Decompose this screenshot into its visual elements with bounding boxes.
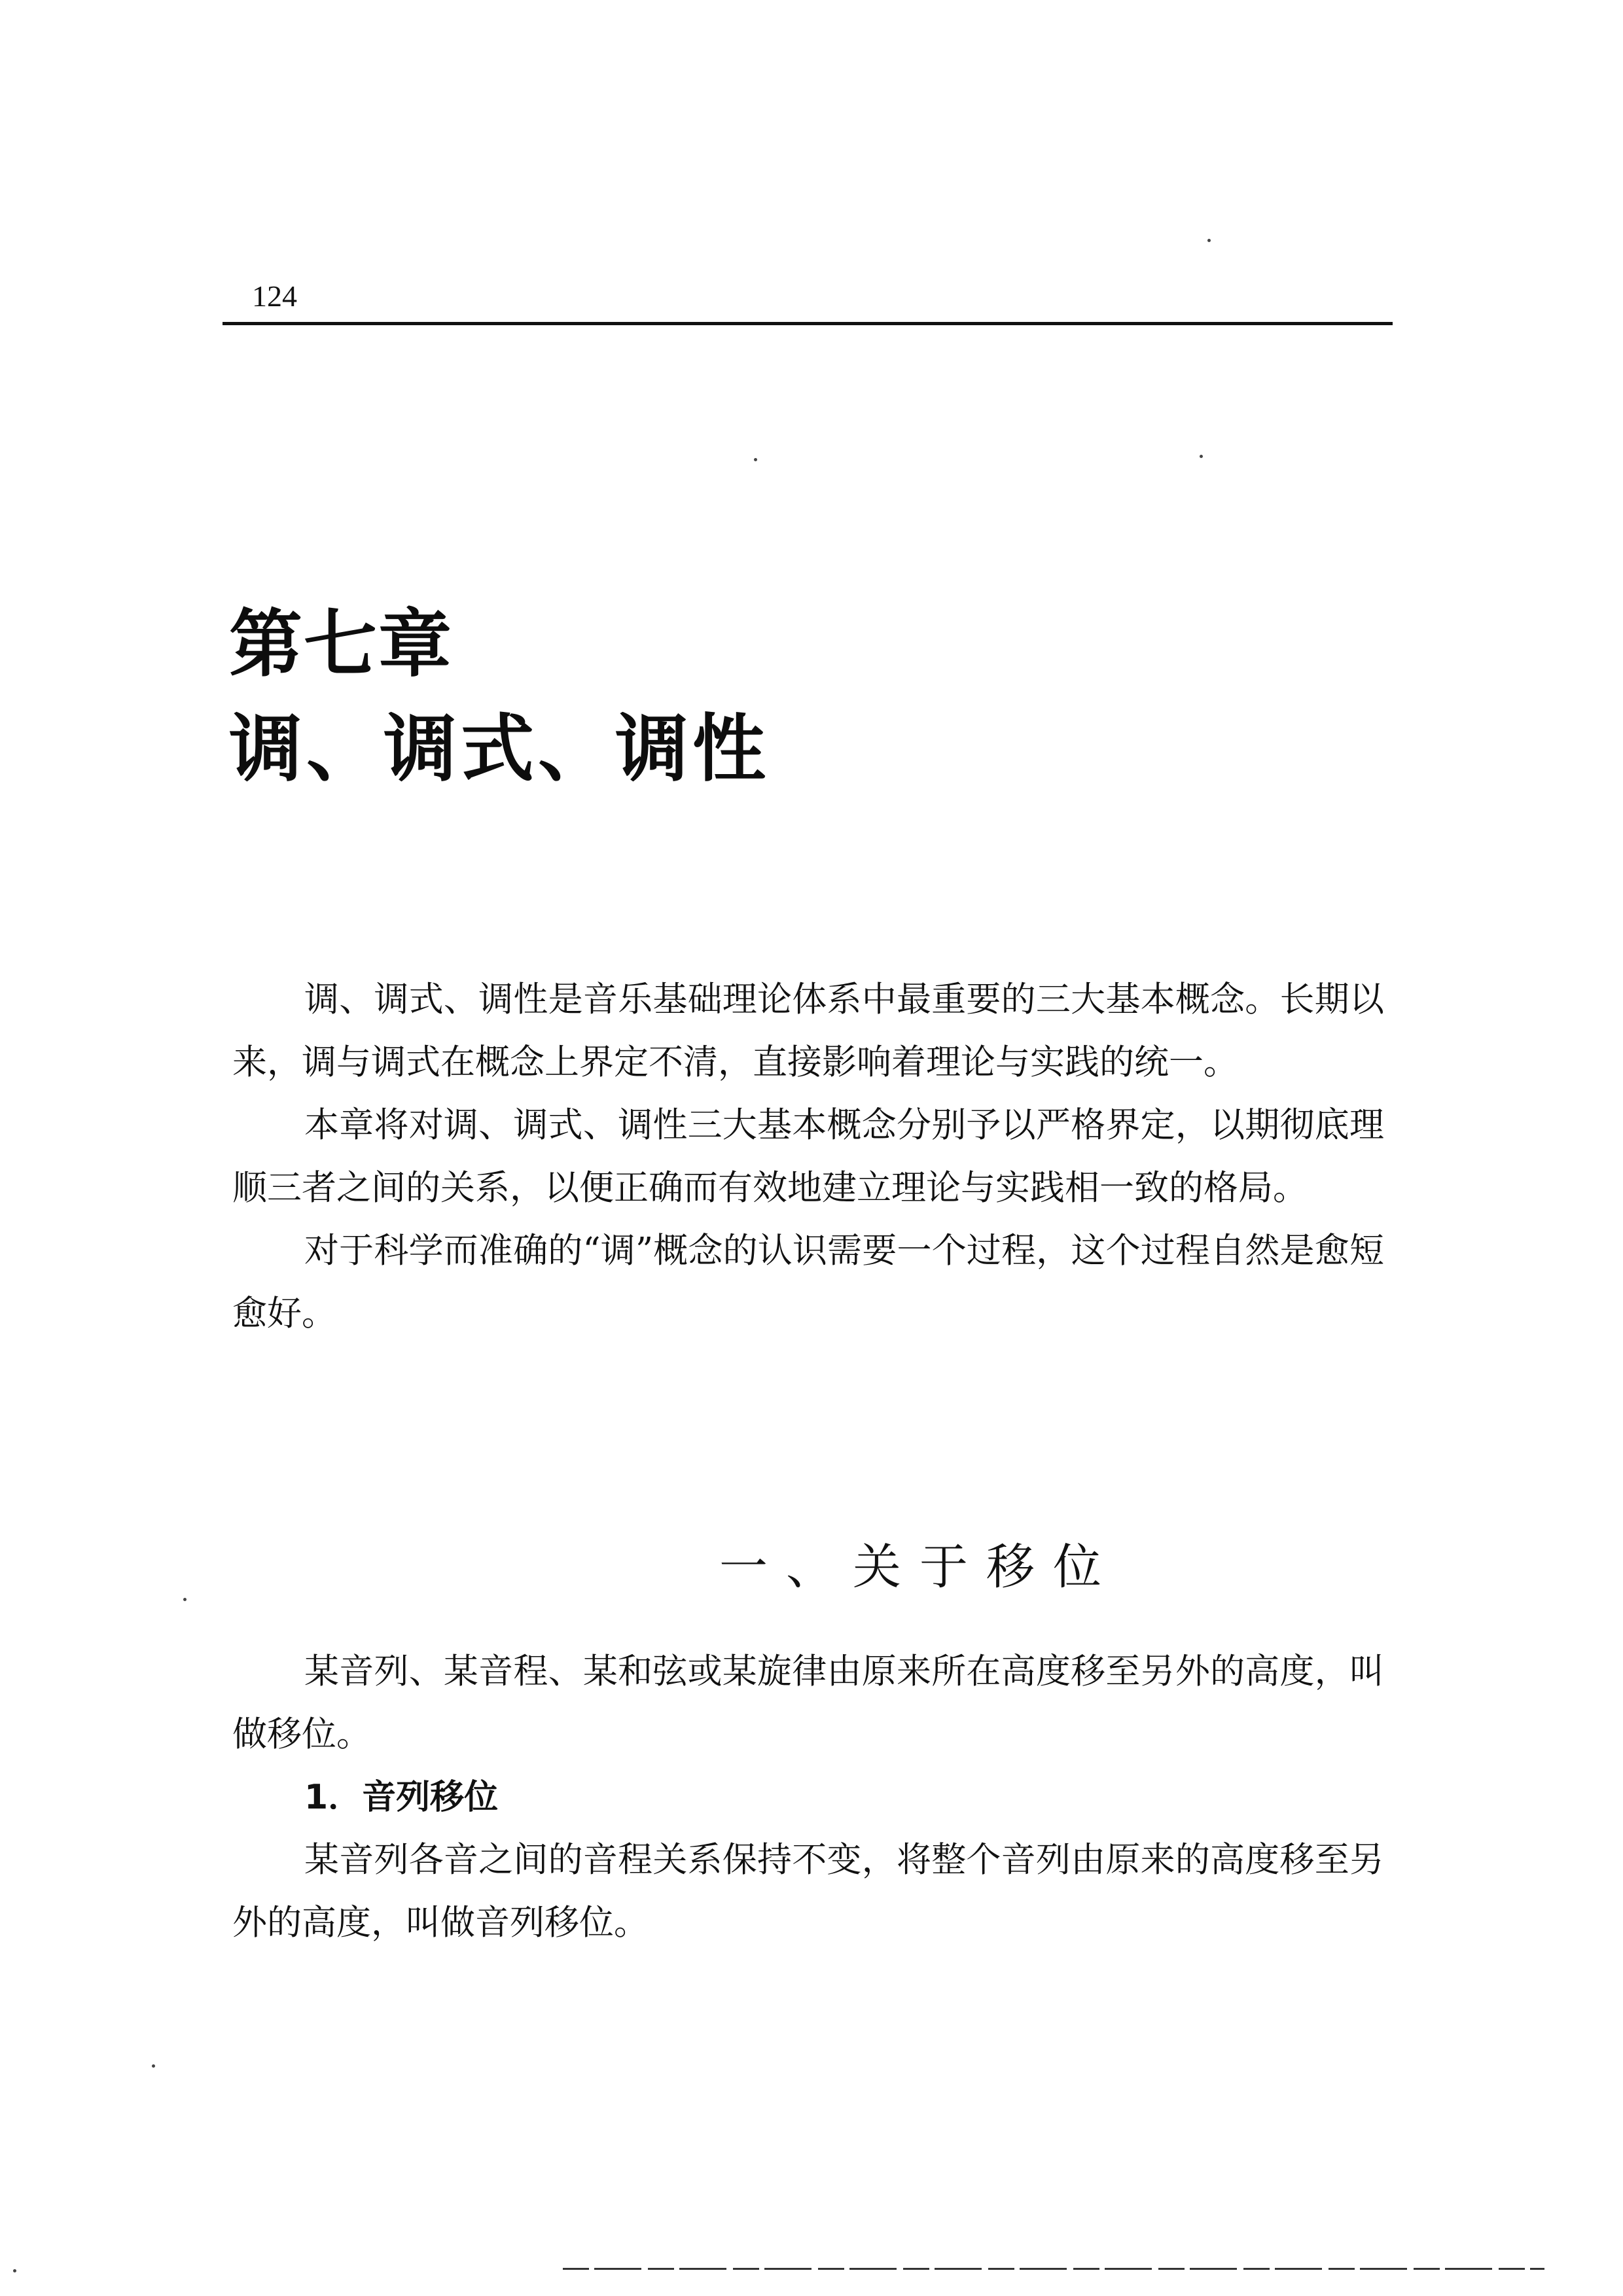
scan-speck [183,1598,187,1601]
intro-paragraph-1: 调、调式、调性是音乐基础理论体系中最重要的三大基本概念。长期以来，调与调式在概念上界定不清，直接影响着理论与实践的统一。 [232,980,1384,1082]
section-body [232,1640,1384,1954]
header-rule [223,322,1393,325]
subsection-heading: 1．音列移位 [304,1778,499,1817]
chapter-number: 第七章 [229,602,453,687]
chapter-title: 调、调式、调性 [229,707,770,792]
bottom-scan-line [563,2268,1544,2270]
intro-paragraph-3: 对于科学而准确的“调”概念的认识需要一个过程，这个过程自然是愈短愈好。 [232,1231,1384,1333]
section-heading: 一、关于移位 [719,1539,1120,1595]
intro-text [232,968,1384,1345]
subsection-paragraph: 某音列各音之间的音程关系保持不变，将整个音列由原来的高度移至另外的高度，叫做音列移位。 [232,1840,1384,1943]
section-paragraph: 某音列、某音程、某和弦或某旋律由原来所在高度移至另外的高度，叫做移位。 [232,1651,1384,1754]
scan-speck [152,2064,155,2068]
scan-speck [754,458,757,461]
intro-paragraph-2: 本章将对调、调式、调性三大基本概念分别予以严格界定，以期彻底理顺三者之间的关系，以便正确而有效地建立理论与实践相一致的格局。 [232,1105,1384,1208]
scan-speck [1200,455,1203,458]
page-number: 124 [252,279,297,313]
scan-speck [1207,239,1211,242]
scan-speck [13,2269,16,2272]
